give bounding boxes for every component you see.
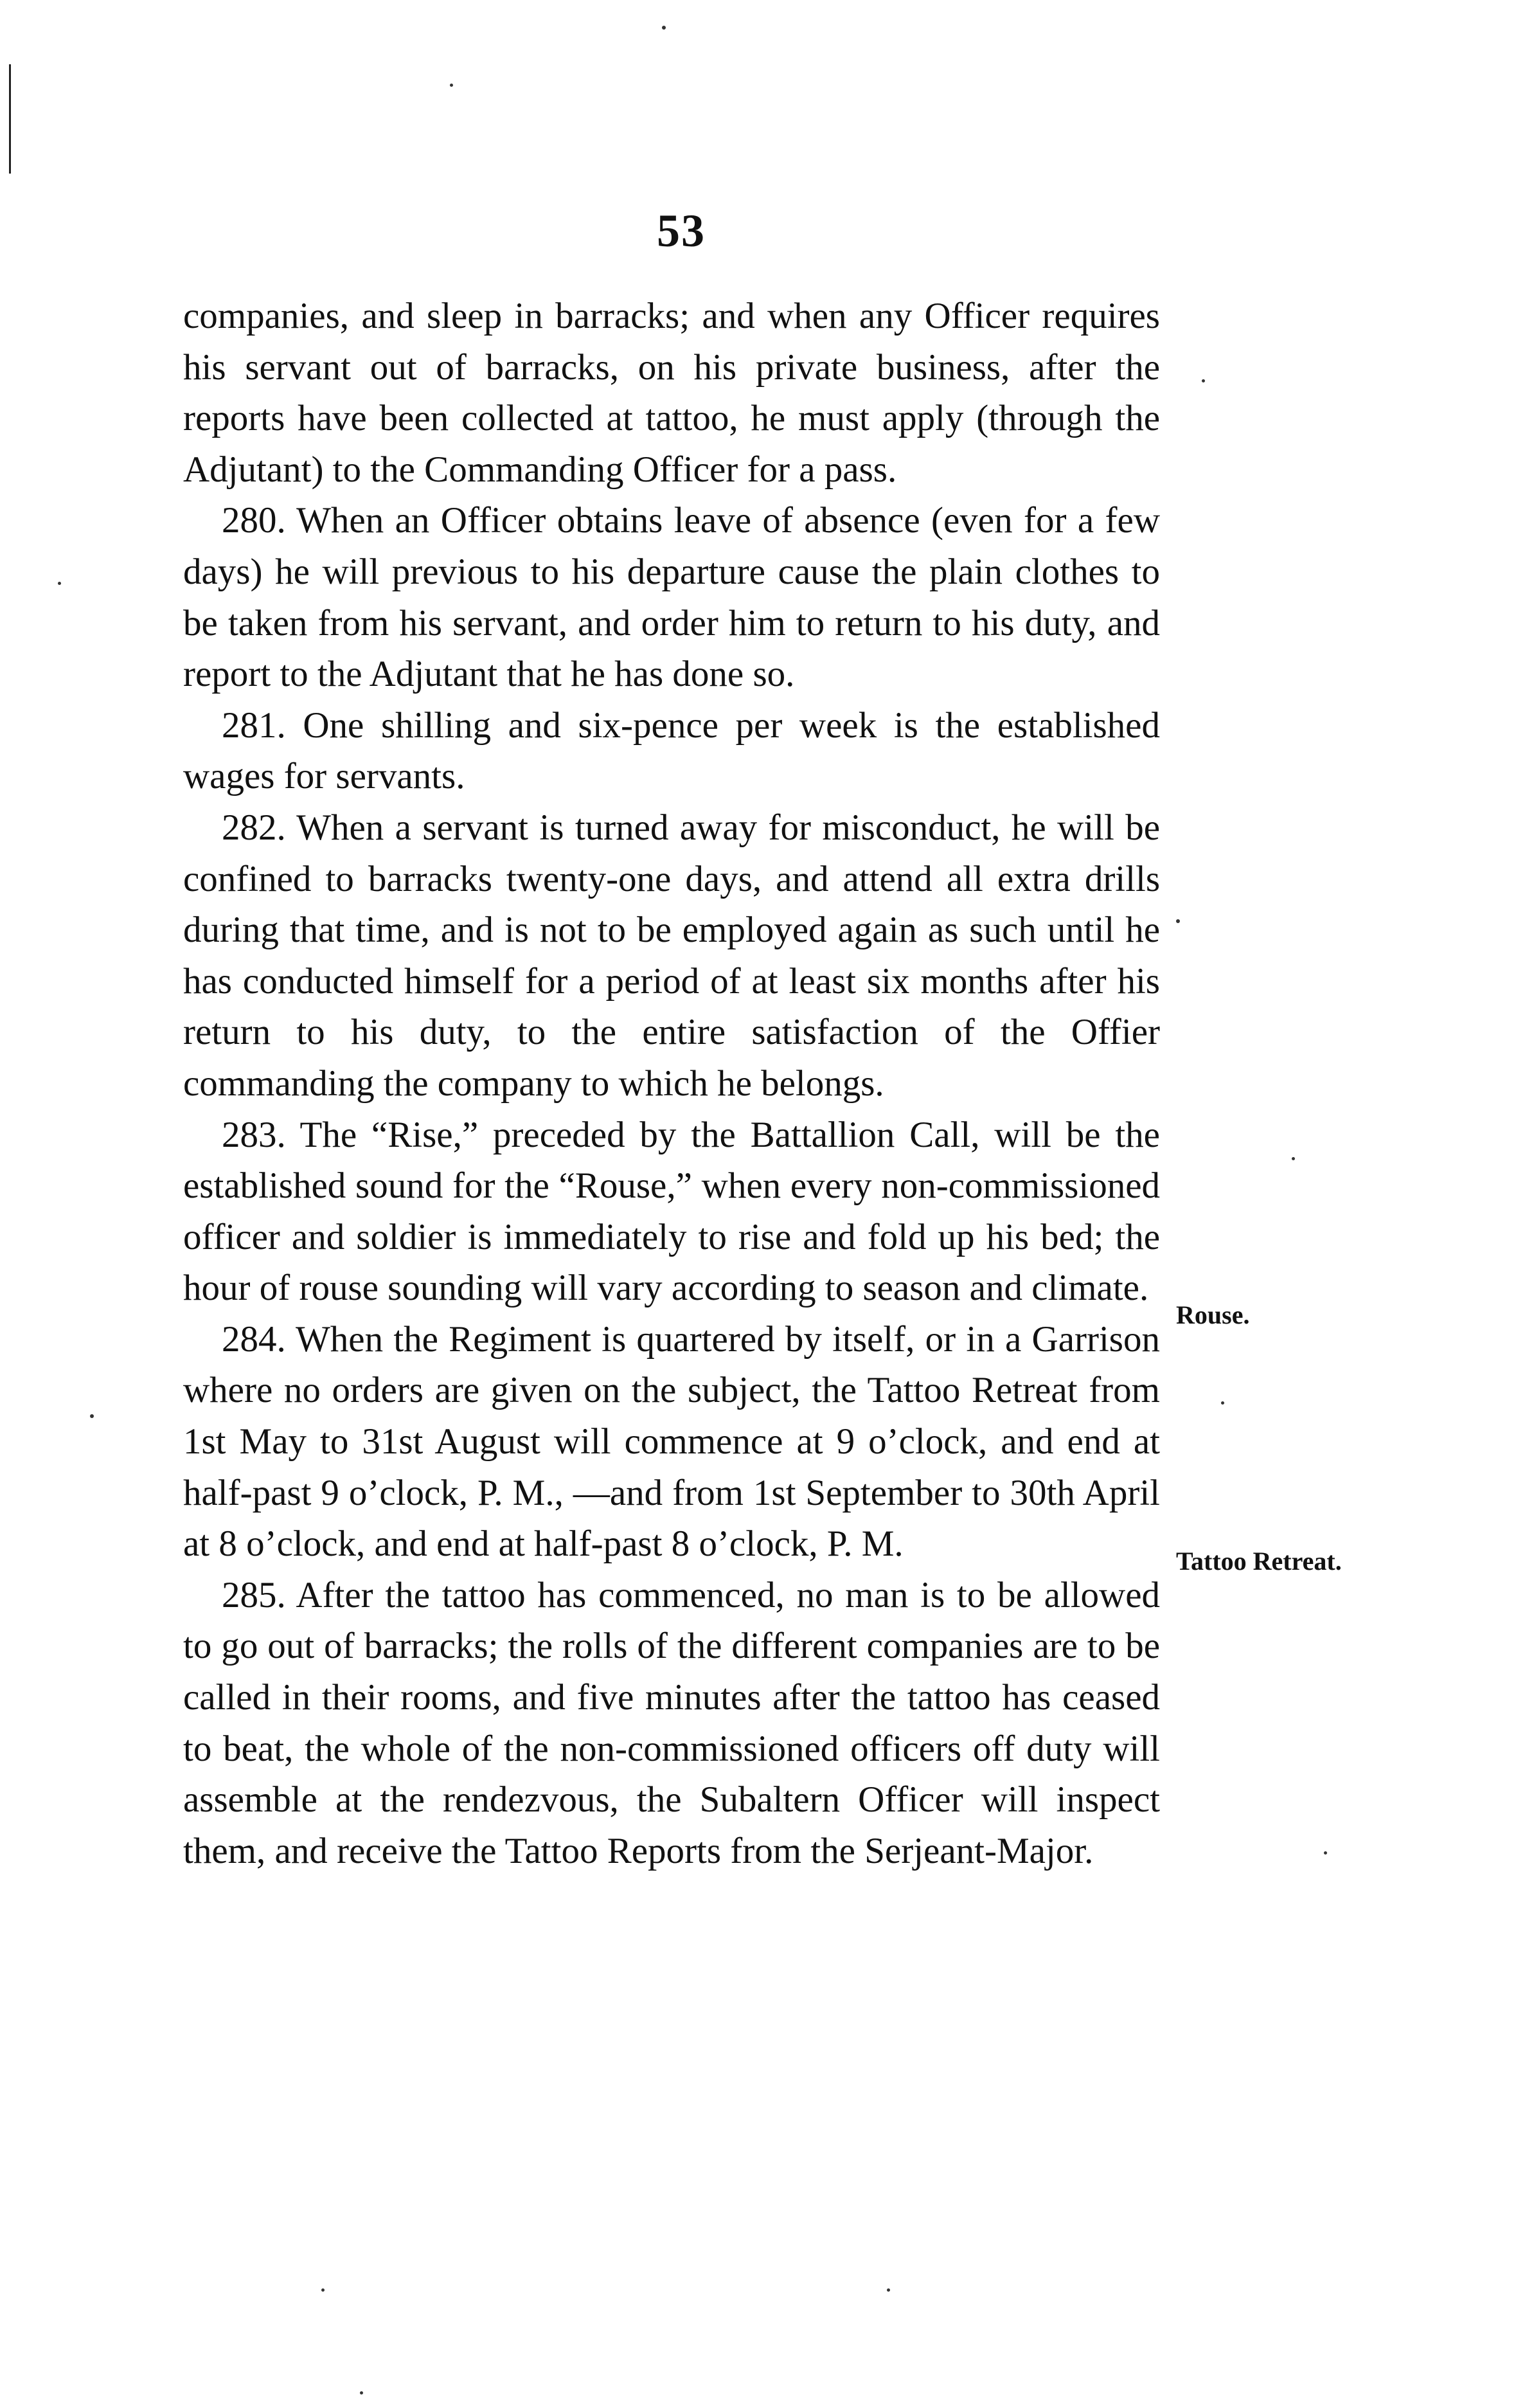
print-speck bbox=[1202, 379, 1205, 382]
print-speck bbox=[1292, 1157, 1295, 1160]
paragraph-283: 283. The “Rise,” preceded by the Battallion Call, will be the established sound for the “Rouse,” when every non-commissioned officer and soldier is immediately to rise and fold up his bed; the hour of rouse sounding will vary according to season and climate. bbox=[183, 1114, 1160, 1309]
print-speck bbox=[662, 26, 666, 30]
paragraph-continued: companies, and sleep in barracks; and when any Officer requires his servant out of barracks, on his private business, after the reports have been collected at tattoo, he must apply (through the Adjutant) to the Commanding Officer for a pass. bbox=[183, 296, 1160, 490]
paragraph-281: 281. One shilling and six-pence per week is the established wages for servants. bbox=[183, 705, 1160, 797]
print-speck bbox=[90, 1414, 94, 1418]
print-speck bbox=[450, 84, 453, 87]
print-speck bbox=[360, 2391, 363, 2395]
print-speck bbox=[887, 2288, 890, 2292]
paragraph-284: 284. When the Regiment is quartered by itself, or in a Garrison where no orders are given on the subject, the Tattoo Retreat from 1st May to 31st August will commence at 9 o’clock, and end at half-past 9 o’clock, P. M., —and from 1st September to 30th April at 8 o’clock, and end at half-past 8 o’clock, P. M. bbox=[183, 1318, 1160, 1565]
binding-edge-line bbox=[9, 64, 11, 174]
paragraph-282: 282. When a servant is turned away for misconduct, he will be confined to barracks twenty-one days, and attend all extra drills during that time, and is not to be employed again as such until he has conducted himself for a period of at least six months after his return to his duty, to the entire satisfaction of the Offier commanding the company to which he belongs. bbox=[183, 807, 1160, 1104]
print-speck bbox=[321, 2288, 325, 2292]
paragraph-280: 280. When an Officer obtains leave of absence (even for a few days) he will previous to his departure cause the plain clothes to be taken from his servant, and order him to return to his duty, and report to the Adjutant that he has done so. bbox=[183, 500, 1160, 695]
print-speck bbox=[58, 582, 61, 585]
print-speck bbox=[1176, 919, 1180, 923]
body-text bbox=[183, 291, 1160, 1876]
margin-note-tattoo-retreat: Tattoo Retreat. bbox=[1176, 1547, 1342, 1576]
margin-note-rouse: Rouse. bbox=[1176, 1300, 1250, 1329]
print-speck bbox=[1221, 1401, 1224, 1405]
page-number: 53 bbox=[657, 205, 706, 256]
paragraph-285: 285. After the tattoo has commenced, no man is to be allowed to go out of barracks; the rolls of the different companies are to be called in their rooms, and five minutes after the tattoo has ceased to beat, the whole of the non-commissioned officers off duty will assemble at the rendezvous, the Subaltern Officer will inspect them, and receive the Tattoo Reports from the Serjeant-Major. bbox=[183, 1574, 1160, 1871]
print-speck bbox=[1324, 1851, 1327, 1855]
